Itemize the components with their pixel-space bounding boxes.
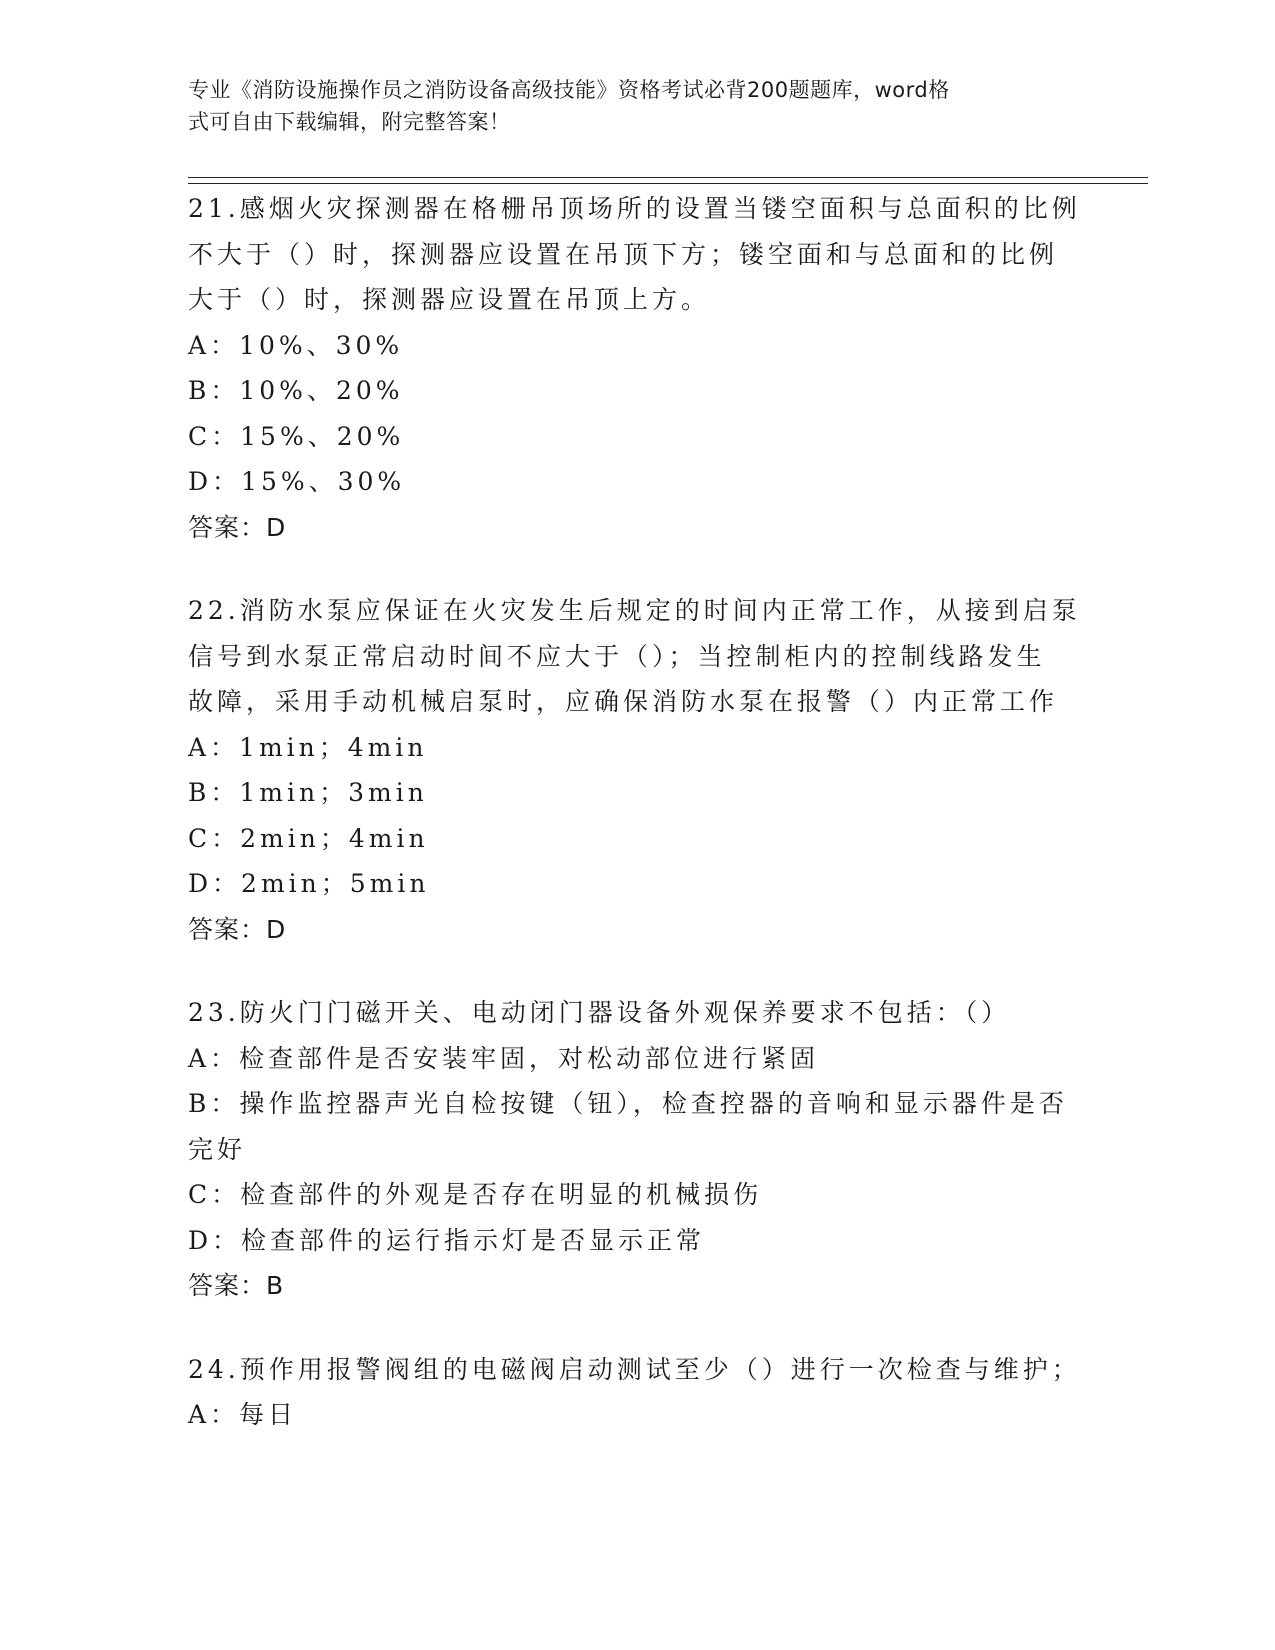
question-22 xyxy=(188,588,1088,952)
question-text-line: 信号到水泵正常启动时间不应大于（）；当控制柜内的控制线路发生 xyxy=(188,641,1046,671)
option-b: B：操作监控器声光自检按键（钮），检查控器的音响和显示器件是否 xyxy=(188,1089,1068,1118)
question-text-line: 24.预作用报警阀组的电磁阀启动测试至少（）进行一次检查与维护； xyxy=(188,1354,1081,1384)
answer-label: 答案：B xyxy=(188,1271,285,1300)
option-d: D：15%、30% xyxy=(188,467,406,496)
question-text-line: 23.防火门门磁开关、电动闭门器设备外观保养要求不包括：（） xyxy=(188,998,1011,1027)
option-c: C：2min；4min xyxy=(188,823,429,853)
option-a: A：1min；4min xyxy=(188,732,428,762)
question-24 xyxy=(188,1347,1088,1438)
option-d: D：2min；5min xyxy=(188,869,430,898)
question-text-line: 大于（）时，探测器应设置在吊顶上方。 xyxy=(188,285,711,314)
option-b: B：1min；3min xyxy=(188,778,428,807)
question-21 xyxy=(188,186,1088,550)
header-divider-bottom xyxy=(188,183,1148,184)
question-list xyxy=(188,186,1088,1476)
question-text-line: 21.感烟火灾探测器在格栅吊顶场所的设置当镂空面积与总面积的比例 xyxy=(188,194,1081,223)
header-divider-top xyxy=(188,177,1148,178)
question-text-line: 不大于（）时，探测器应设置在吊顶下方；镂空面和与总面和的比例 xyxy=(188,239,1059,269)
question-text-line: 22.消防水泵应保证在火灾发生后规定的时间内正常工作，从接到启泵 xyxy=(188,596,1081,625)
header-line-1: 专业《消防设施操作员之消防设备高级技能》资格考试必背200题题库，word格 xyxy=(188,78,950,102)
option-a: A：每日 xyxy=(188,1400,298,1429)
answer-label: 答案：D xyxy=(188,914,287,944)
option-c: C：检查部件的外观是否存在明显的机械损伤 xyxy=(188,1180,763,1209)
option-b: B：10%、20% xyxy=(188,376,404,405)
document-header xyxy=(188,74,1068,138)
header-line-2: 式可自由下载编辑，附完整答案！ xyxy=(188,110,511,134)
option-b-continued: 完好 xyxy=(188,1134,247,1164)
option-a: A：10%、30% xyxy=(188,330,404,360)
question-23 xyxy=(188,990,1088,1309)
option-d: D：检查部件的运行指示灯是否显示正常 xyxy=(188,1225,706,1255)
option-a: A：检查部件是否安装牢固，对松动部位进行紧固 xyxy=(188,1043,820,1073)
answer-label: 答案：D xyxy=(188,512,287,542)
option-c: C：15%、20% xyxy=(188,421,405,451)
question-text-line: 故障，采用手动机械启泵时，应确保消防水泵在报警（）内正常工作 xyxy=(188,687,1059,716)
